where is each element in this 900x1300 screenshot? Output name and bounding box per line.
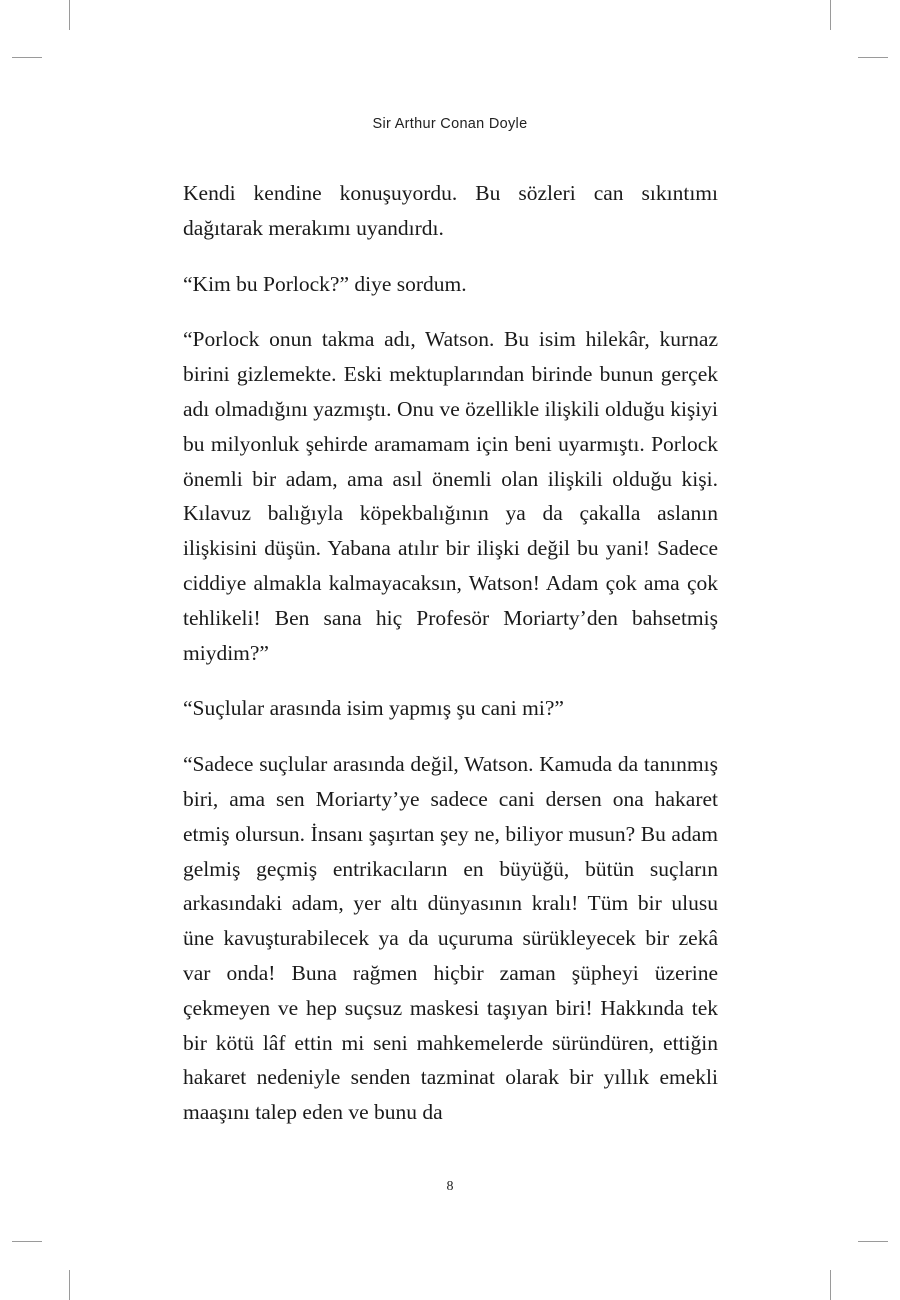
- paragraph: “Sadece suçlular arasında değil, Watson. Kamuda da tanınmış biri, ama sen Moriarty’ye sadece cani dersen ona hakaret etmiş olursun. İnsanı şaşırtan şey ne, biliyor musun? Bu adam gelmiş geçmiş entrikacıların en büyüğü, bütün suçların arkasındaki adam, yer altı dünyasının kralı! Tüm bir ulusu üne kavuşturabilecek ya da uçuruma sürükleyecek bir zekâ var onda! Buna rağmen hiçbir zaman şüpheyi üzerine çekmeyen ve hep suçsuz maskesi taşıyan biri! Hakkında tek bir kötü lâf ettin mi seni mahkemelerde süründüren, ettiğin hakaret nedeniyle senden tazminat olarak bir yıllık emekli maaşını talep eden ve bunu da: [183, 752, 718, 1125]
- body-text: [183, 176, 718, 1151]
- crop-mark-top-left-horizontal: [12, 57, 42, 58]
- paragraph: “Kim bu Porlock?” diye sordum.: [183, 271, 467, 296]
- crop-mark-bottom-left-horizontal: [12, 1241, 42, 1242]
- crop-mark-bottom-right-vertical: [830, 1270, 831, 1300]
- crop-mark-top-right-vertical: [830, 0, 831, 30]
- crop-mark-bottom-left-vertical: [69, 1270, 70, 1300]
- crop-mark-bottom-right-horizontal: [858, 1241, 888, 1242]
- crop-mark-top-left-vertical: [69, 0, 70, 30]
- page-number: 8: [446, 1179, 454, 1194]
- paragraph: “Porlock onun takma adı, Watson. Bu isim hilekâr, kurnaz birini gizlemekte. Eski mektuplarından birinde bunun gerçek adı olmadığını yazmıştı. Onu ve özellikle ilişkili olduğu kişiyi bu milyonluk şehirde aramamam için beni uyarmıştı. Porlock önemli bir adam, ama asıl önemli olan ilişkili olduğu kişi. Kılavuz balığıyla köpekbalığının ya da çakalla aslanın ilişkisini düşün. Yabana atılır bir ilişki değil bu yani! Sadece ciddiye almakla kalmayacaksın, Watson! Adam çok ama çok tehlikeli! Ben sana hiç Profesör Moriarty’den bahsetmiş miydim?”: [183, 327, 718, 665]
- running-header: Sir Arthur Conan Doyle: [372, 116, 528, 132]
- paragraph: “Suçlular arasında isim yapmış şu cani mi?”: [183, 696, 564, 721]
- paragraph: Kendi kendine konuşuyordu. Bu sözleri can sıkıntımı dağıtarak merakımı uyandırdı.: [183, 181, 718, 240]
- crop-mark-top-right-horizontal: [858, 57, 888, 58]
